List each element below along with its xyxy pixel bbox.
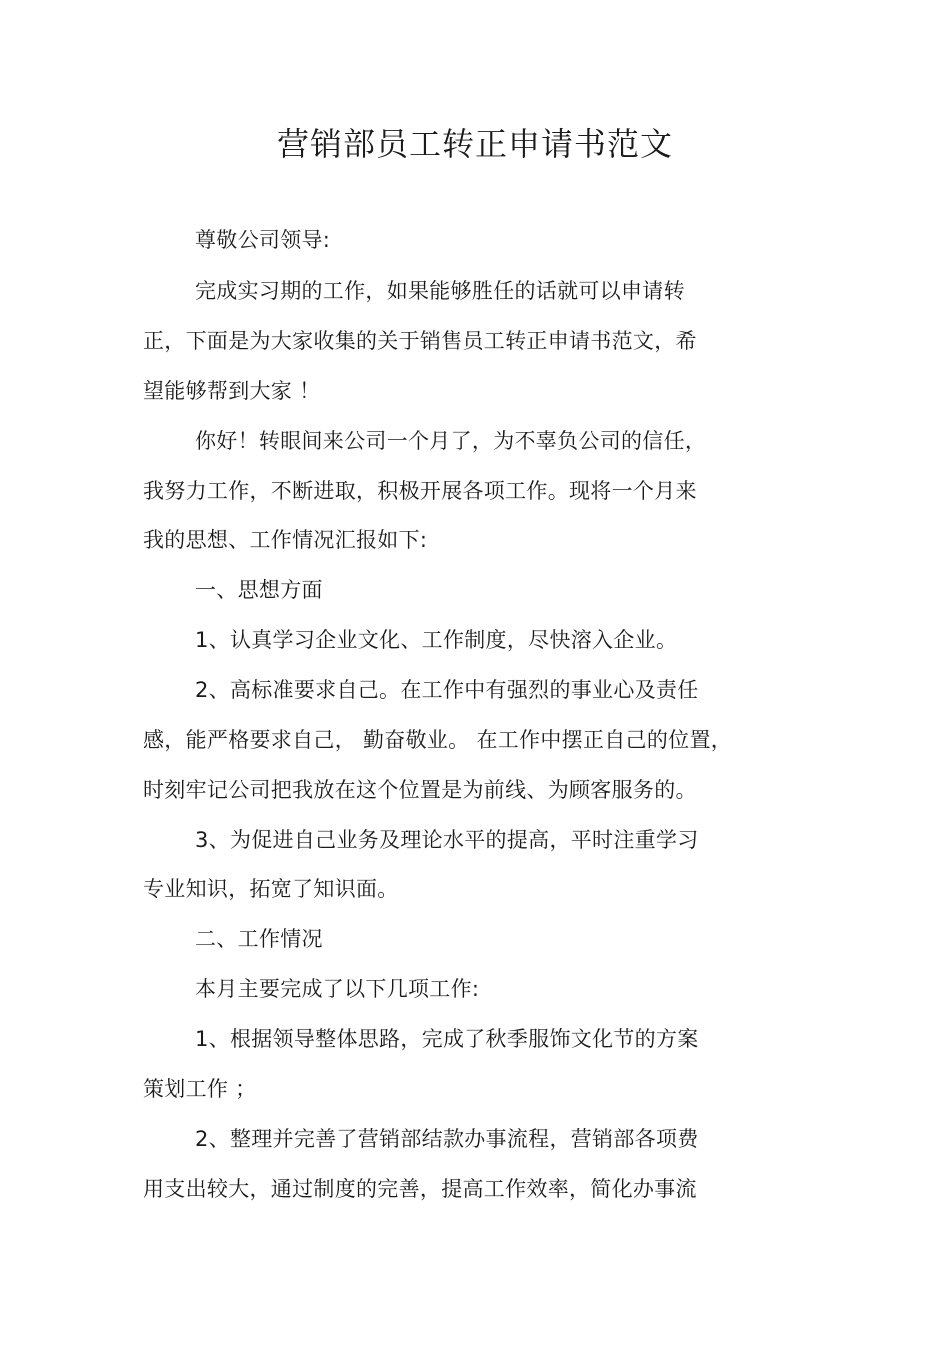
document-title: 营销部员工转正申请书范文 (276, 125, 673, 163)
section-heading: 二、工作情况 (195, 927, 323, 951)
paragraph-line: 我努力工作，不断进取，积极开展各项工作。现将一个月来 (143, 479, 697, 503)
list-item: 2、高标准要求自己。在工作中有强烈的事业心及责任 (195, 678, 699, 702)
list-item: 1、根据领导整体思路，完成了秋季服饰文化节的方案 (195, 1027, 699, 1051)
section-heading: 一、思想方面 (195, 578, 323, 602)
paragraph-line: 专业知识，拓宽了知识面。 (143, 877, 399, 901)
paragraph-line: 望能够帮到大家 ！ (143, 379, 321, 403)
paragraph-line: 本月主要完成了以下几项工作: (195, 977, 480, 1001)
paragraph-line: 用支出较大，通过制度的完善，提高工作效率，简化办事流 (143, 1177, 697, 1201)
paragraph-line: 时刻牢记公司把我放在这个位置是为前线、为顾客服务的。 (143, 778, 697, 802)
paragraph-line: 你好！转眼间来公司一个月了，为不辜负公司的信任， (195, 429, 707, 453)
paragraph-line: 正，下面是为大家收集的关于销售员工转正申请书范文，希 (143, 329, 697, 353)
list-item: 2、整理并完善了营销部结款办事流程，营销部各项费 (195, 1127, 699, 1151)
paragraph-line: 策划工作 ； (143, 1077, 257, 1101)
paragraph-line: 完成实习期的工作，如果能够胜任的话就可以申请转 (195, 279, 685, 303)
salutation: 尊敬公司领导: (195, 228, 331, 252)
paragraph-line: 感，能严格要求自己， 勤奋敬业。 在工作中摆正自己的位置， (143, 728, 733, 752)
list-item: 3、为促进自己业务及理论水平的提高，平时注重学习 (195, 828, 699, 852)
list-item: 1、认真学习企业文化、工作制度，尽快溶入企业。 (195, 628, 678, 652)
paragraph-line: 我的思想、工作情况汇报如下: (143, 528, 428, 552)
